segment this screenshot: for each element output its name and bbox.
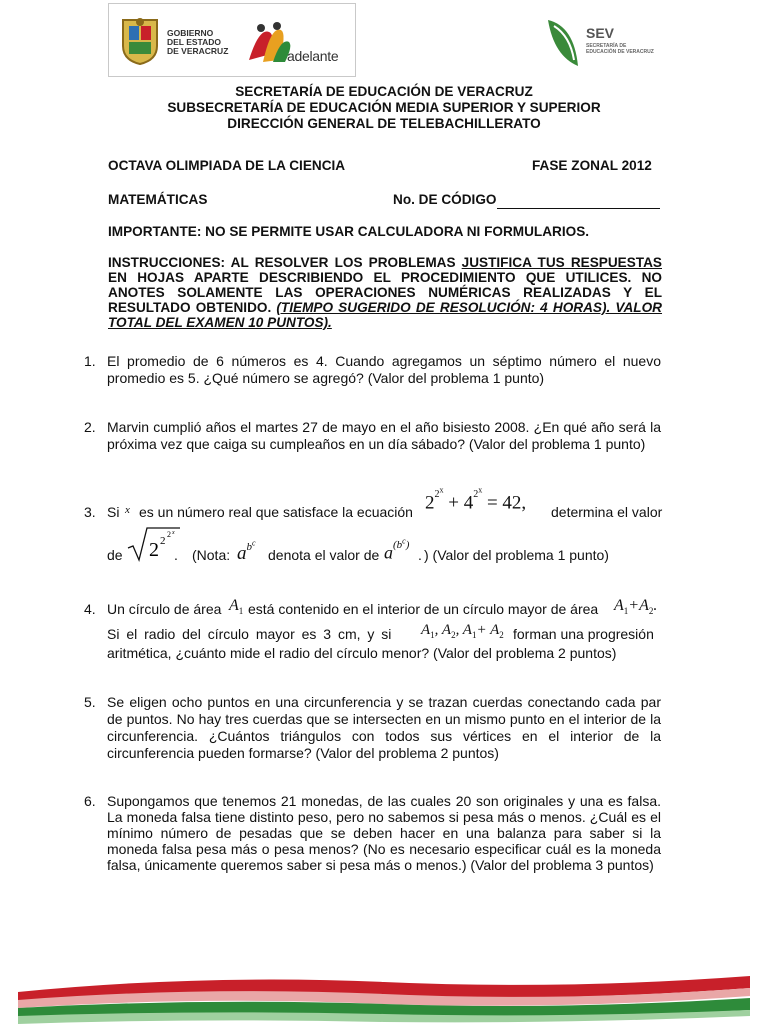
problem-2-number: 2.: [84, 419, 96, 435]
problem-3-text-b: determina el valor: [551, 504, 663, 520]
government-logo-text: GOBIERNO DEL ESTADO DE VERACRUZ: [167, 28, 229, 56]
government-logo-box: [108, 3, 356, 77]
problem-2-text: Marvin cumplió años el martes 27 de mayo en el año bisiesto 2008. ¿En qué año será la próxima vez que caiga su cumpleaños en un día sábado? (Valor del problema 1 punto): [107, 419, 661, 452]
svg-text:2: 2: [167, 530, 171, 539]
sev-logo: [544, 14, 656, 70]
exam-phase: FASE ZONAL 2012: [532, 158, 652, 173]
problem-4-a1: $A_1$: [229, 597, 244, 617]
problem-6-text: Supongamos que tenemos 21 monedas, de las cuales 20 son originales y una es falsa. La moneda falsa tiene distinto peso, pero no sabemos si pesa más o menos. ¿Cuál es el mínimo número de pesadas que se deben hacer en una balanza para saber si la moneda falsa pesa más o pesa menos? (No es necesario especificar cuál es la moneda falsa, únicamente queremos saber si pesa más o menos.) (Valor del problema 3 puntos): [107, 793, 661, 873]
problem-4-number: 4.: [84, 601, 96, 617]
problem-3-text-a: es un número real que satisface la ecuación: [139, 504, 413, 520]
adelante-people-icon: [245, 20, 293, 66]
problem-3-a-power-bc: $a^{b^c}$: [237, 538, 256, 564]
problem-3-text-value: ) (Valor del problema 1 punto): [424, 547, 609, 563]
important-notice: IMPORTANTE: NO SE PERMITE USAR CALCULADORA NI FORMULARIOS.: [108, 224, 590, 239]
problem-3-text-nota: (Nota:: [192, 547, 231, 563]
subject-label: MATEMÁTICAS: [108, 192, 208, 207]
problem-5-number: 5.: [84, 694, 96, 710]
problem-4-progression-terms: $A_1$, $A_2$, $A_1+ A_2$: [421, 622, 504, 640]
problem-6-number: 6.: [84, 793, 96, 809]
problem-4-text-e: aritmética, ¿cuánto mide el radio del círculo menor? (Valor del problema 2 puntos): [107, 645, 617, 661]
problem-3-a-paren-bc: $a^{(b^c)}$: [384, 536, 410, 563]
instructions: INSTRUCCIONES: AL RESOLVER LOS PROBLEMAS JUSTIFICA TUS RESPUESTAS EN HOJAS APARTE DESCRIBIENDO EL PROCEDIMIENTO QUE UTILICES. NO ANOTES SOLAMENTE LAS OPERACIONES NUMÉRICAS REALIZADAS Y EL RESULTADO OBTENIDO. (TIEMPO SUGERIDO DE RESOLUCIÓN: 4 HORAS). VALOR TOTAL DEL EXAMEN 10 PUNTOS).: [108, 255, 663, 330]
problem-3-var-x: x: [125, 504, 130, 516]
problem-3-text-de: de: [107, 547, 123, 563]
problem-3-equation: $2^{2^x} + 4^{2^x} = 42$,: [425, 486, 527, 514]
problem-3-period-a: .: [174, 547, 178, 563]
sev-title: SEV: [586, 25, 615, 41]
veracruz-coat-of-arms-icon: [119, 16, 161, 66]
sev-leaf-icon: [544, 16, 584, 70]
problem-5-text: Se eligen ocho puntos en una circunferencia y se trazan cuerdas conectando cada par de puntos. No hay tres cuerdas que se intersecten en un mismo punto en el interior de la circunferencia. ¿Cuántos triángulos con todos sus vértices en el interior de la circunferencia pueden formarse? (Valor del problema 2 puntos): [107, 694, 661, 761]
problem-3-period-b: .: [418, 547, 422, 563]
problem-3-number: 3.: [84, 504, 96, 520]
heading-subsecretaria: SUBSECRETARÍA DE EDUCACIÓN MEDIA SUPERIOR Y SUPERIOR: [167, 100, 601, 115]
problem-4-text-b: está contenido en el interior de un círculo mayor de área: [248, 601, 599, 617]
footer-decorative-band: [0, 966, 768, 1024]
svg-text:2: 2: [149, 539, 159, 561]
olympiad-title: OCTAVA OLIMPIADA DE LA CIENCIA: [108, 158, 346, 173]
problem-1-number: 1.: [84, 353, 96, 369]
code-field[interactable]: [497, 193, 660, 209]
problem-4-text-c: Si el radio del círculo mayor es 3 cm, y si: [107, 626, 392, 642]
svg-text:2: 2: [160, 535, 166, 547]
problem-4-text-a: Un círculo de área: [107, 601, 222, 617]
code-label: No. DE CÓDIGO: [393, 192, 497, 207]
heading-direccion: DIRECCIÓN GENERAL DE TELEBACHILLERATO: [227, 116, 541, 131]
svg-text:x: x: [172, 530, 175, 536]
problem-1-text: El promedio de 6 números es 4. Cuando agregamos un séptimo número el nuevo promedio es 5. ¿Qué número se agregó? (Valor del problema 1 punto): [107, 353, 661, 386]
sev-subtitle: SECRETARÍA DE EDUCACIÓN DE VERACRUZ: [586, 43, 654, 55]
problem-4-text-d: forman una progresión: [513, 626, 654, 642]
heading-secretaria: SECRETARÍA DE EDUCACIÓN DE VERACRUZ: [235, 84, 533, 99]
adelante-logo-text: adelante: [287, 48, 339, 64]
problem-3-text-denota: denota el valor de: [268, 547, 380, 563]
problem-3-text-si: Si: [107, 504, 120, 520]
problem-4-a1-plus-a2: $A_1+A_2$.: [614, 597, 658, 617]
